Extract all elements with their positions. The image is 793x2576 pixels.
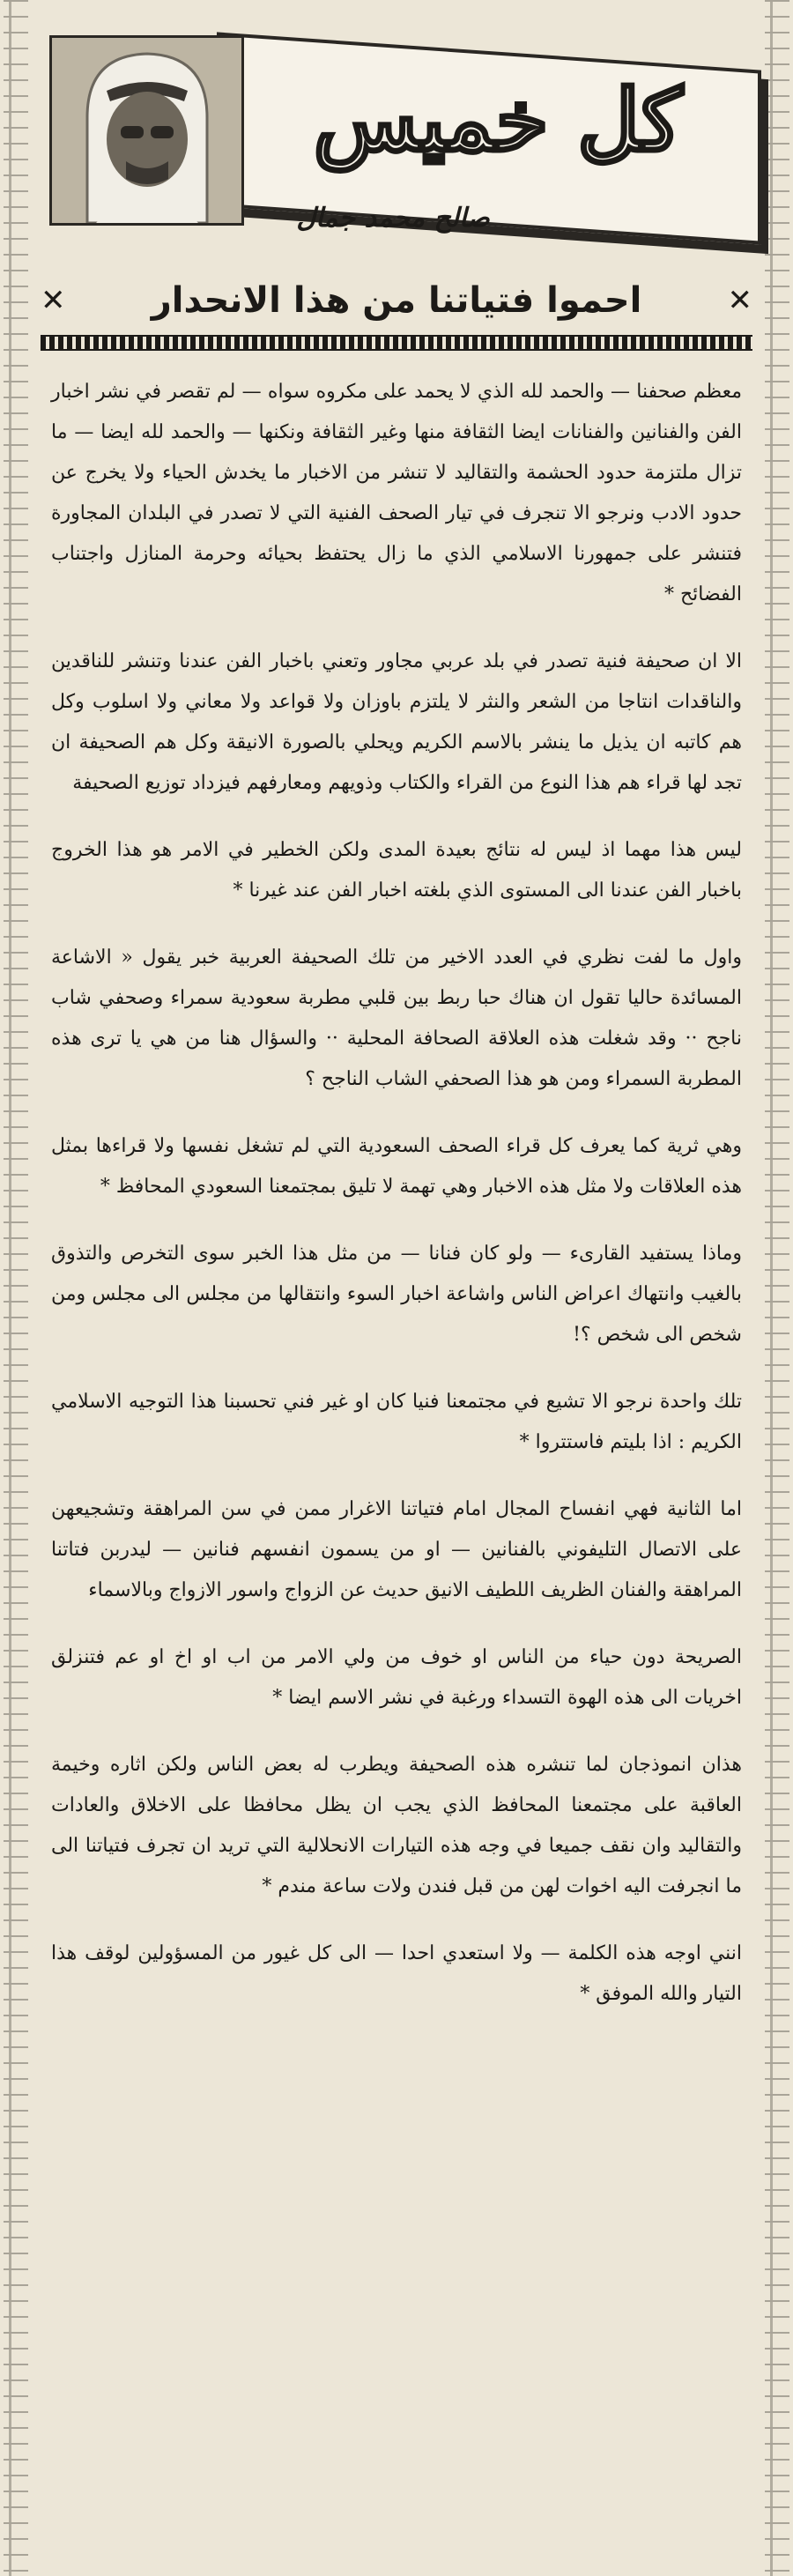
paragraph: اما الثانية فهي انفساح المجال امام فتياتنا الاغرار ممن في سن المراهقة وتشجيعهن على الاتصال التليفوني بالفنانين — او من يسمون انفسهم فنانين — ليدربن فتاتنا المراهقة والفنان الظريف اللطيف الانيق حديث عن الزواج واسور الازواج وبالاسماء bbox=[51, 1498, 742, 1601]
paragraph: وهي ثرية كما يعرف كل قراء الصحف السعودية التي لم تشغل نفسها ولا قراءها بمثل هذه العلاقات ولا مثل هذه الاخبار وهي تهمة لا تليق بمجتمعنا السعودي المحافظ * bbox=[51, 1135, 742, 1198]
column-title: كل خميس bbox=[313, 71, 683, 170]
headline-divider bbox=[41, 335, 752, 351]
cross-mark-icon: ✕ bbox=[727, 283, 752, 318]
column-masthead bbox=[32, 0, 761, 264]
author-portrait-icon bbox=[52, 38, 241, 223]
author-signature: صالح محمد جمال bbox=[296, 203, 490, 234]
paragraph: الصريحة دون حياء من الناس او خوف من ولي الامر من اب او اخ او عم فتنزلق اخريات الى هذه الهوة التسداء ورغبة في نشر الاسم ايضا * bbox=[51, 1646, 742, 1709]
article-body bbox=[32, 372, 761, 2015]
paragraph: انني اوجه هذه الكلمة — ولا استعدي احدا — الى كل غيور من المسؤولين لوقف هذا التيار والله الموفق * bbox=[51, 1942, 742, 2005]
headline-text: احموا فتياتنا من هذا الانحدار bbox=[151, 280, 642, 321]
paragraph: ليس هذا مهما اذ ليس له نتائج بعيدة المدى ولكن الخطير في الامر هو هذا الخروج باخبار الفن عندنا الى المستوى الذي بلغته اخبار الفن عند غيرنا * bbox=[51, 839, 742, 902]
paragraph: الا ان صحيفة فنية تصدر في بلد عربي مجاور وتعني باخبار الفن عندنا وتنشر للناقدين والناقدات انتاجا من الشعر والنثر لا يلتزم باوزان ولا قواعد ولا معاني ولا اسلوب وكل هم كاتبه ان يذيل ما ينشر بالاسم الكريم ويحلي بالصورة الانيقة وكل هم الصحيفة ان تجد لها قراء هم هذا النوع من القراء والكتاب وذويهم ومعارفهم فيزداد توزيع الصحيفة bbox=[51, 650, 742, 794]
cross-mark-icon: ✕ bbox=[41, 283, 66, 318]
newspaper-column bbox=[32, 0, 761, 2041]
paragraph: هذان انموذجان لما تنشره هذه الصحيفة ويطرب له بعض الناس ولكن اثاره وخيمة العاقبة على مجتمعنا المحافظ الذي يجب ان يظل محافظا على الاخلاق والعادات والتقاليد وان نقف جميعا في وجه هذه التيارات الانحلالية التي تريد ان تجرف فتياتنا الى ما انجرفت اليه اخوات لهن من قبل فندن ولات ساعة مندم * bbox=[51, 1754, 742, 1897]
paragraph: معظم صحفنا — والحمد لله الذي لا يحمد على مكروه سواه — لم تقصر في نشر اخبار الفن والفنانين والفنانات ايضا الثقافة منها وغير الثقافة ونكنها — والحمد لله ايضا — ما تزال ملتزمة حدود الحشمة والتقاليد لا تنشر من الاخبار ما يخدش الحياء ولا يخرج عن حدود الادب ونرجو الا تنجرف في تيار الصحف الفنية التي لا تصدر في البلدان المجاورة فتنشر على جمهورنا الاسلامي الذي ما زال يحتفظ بحيائه وحرمة المنازل واجتناب الفضائح * bbox=[51, 381, 742, 605]
paragraph: تلك واحدة نرجو الا تشيع في مجتمعنا فنيا كان او غير فني تحسبنا هذا التوجيه الاسلامي الكريم : اذا بليتم فاستتروا * bbox=[51, 1391, 742, 1453]
paragraph: واول ما لفت نظري في العدد الاخير من تلك الصحيفة العربية خبر يقول « الاشاعة المسائدة حاليا تقول ان هناك حبا ربط بين قلبي مطربة سعودية سمراء وصحفي شاب ناجح ·· وقد شغلت هذه العلاقة الصحافة المحلية ·· والسؤال هنا من هي يا ترى هذه المطربة السمراء ومن هو هذا الصحفي الشاب الناجح ؟ bbox=[51, 947, 743, 1090]
paragraph: وماذا يستفيد القارىء — ولو كان فنانا — من مثل هذا الخبر سوى التخرص والتذوق بالغيب وانتهاك اعراض الناس واشاعة اخبار السوء وانتقالها من مجلس الى مجلس ومن شخص الى شخص ؟! bbox=[51, 1243, 742, 1346]
right-decorative-border bbox=[765, 0, 789, 2576]
left-decorative-border bbox=[4, 0, 28, 2576]
author-photo bbox=[49, 35, 244, 226]
article-headline bbox=[41, 271, 752, 330]
